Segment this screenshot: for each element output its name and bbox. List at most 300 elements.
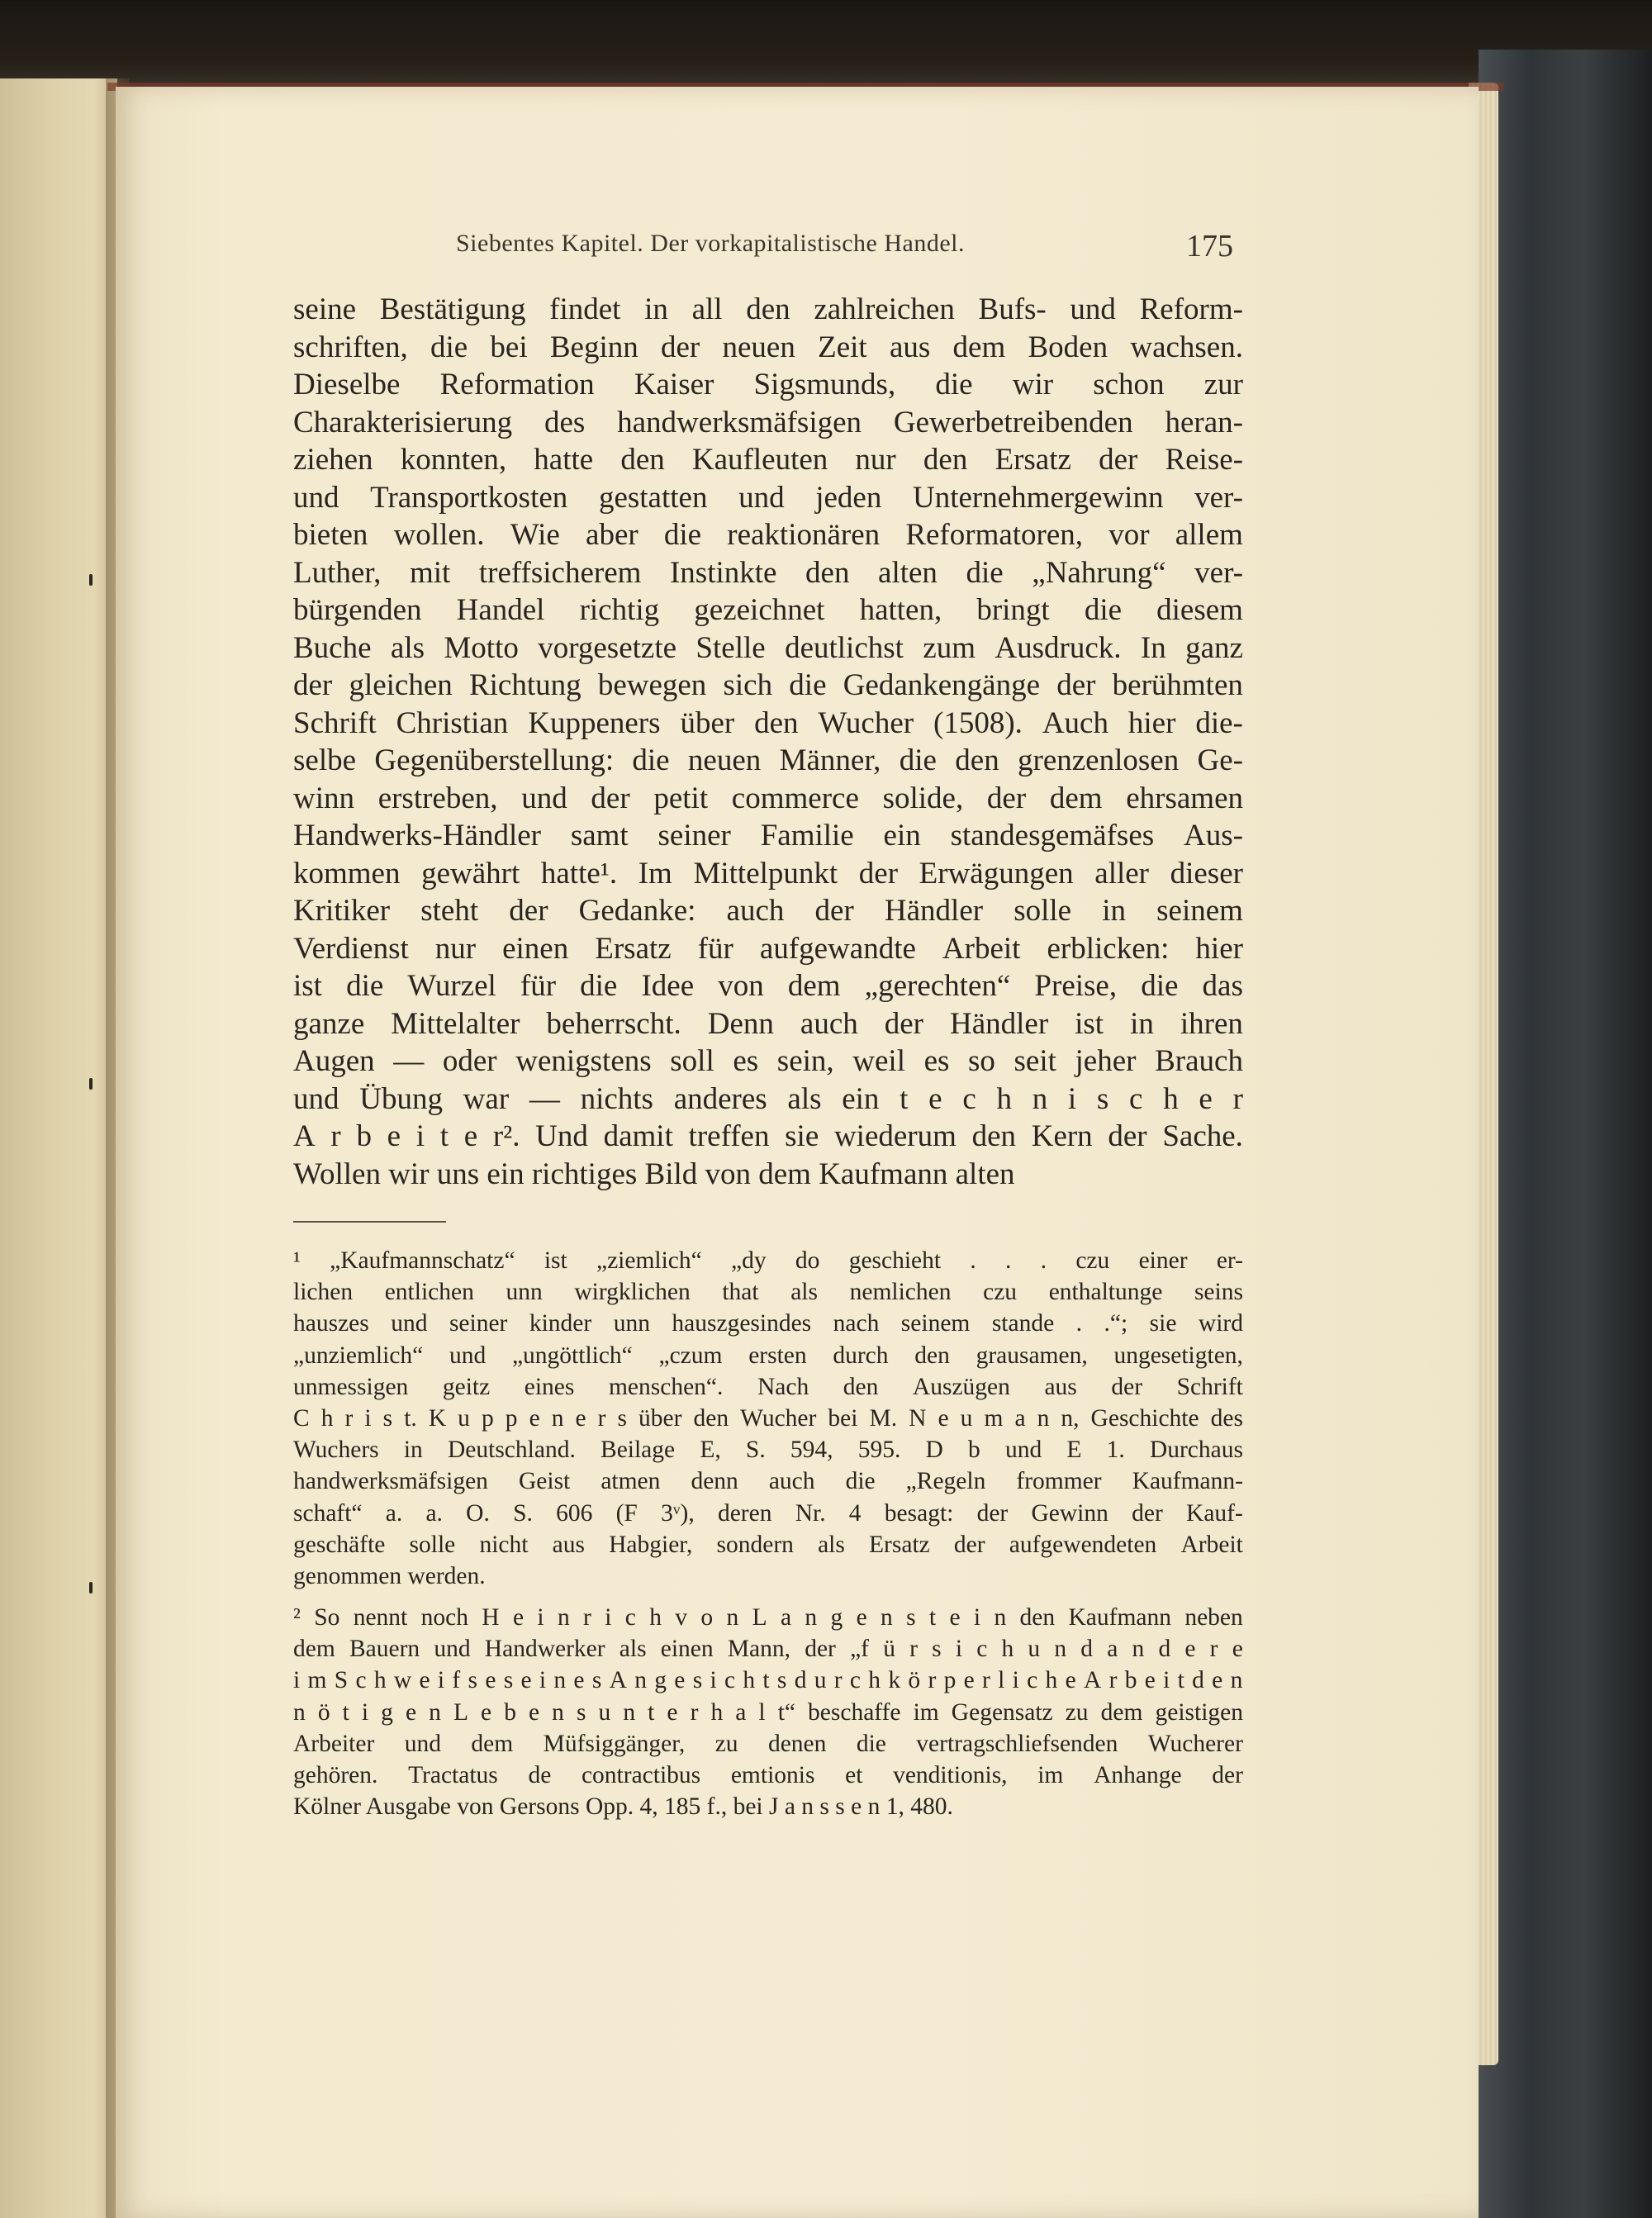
word: Auch — [1042, 705, 1108, 740]
word: „Regeln — [905, 1468, 986, 1495]
word: seiner — [449, 1310, 508, 1337]
word: die- — [1195, 705, 1243, 740]
word: aus — [552, 1531, 585, 1558]
page-number: 175 — [1186, 229, 1233, 264]
word: Denn — [707, 1006, 774, 1041]
word: der — [805, 1636, 836, 1663]
word: c — [624, 1604, 636, 1631]
word: es — [923, 1044, 950, 1078]
word: solide, — [882, 781, 964, 815]
word: im — [913, 1698, 939, 1726]
word: S. — [745, 1437, 766, 1464]
word: r — [928, 1667, 937, 1694]
word: Mittelalter — [391, 1006, 520, 1041]
word: „unziemlich“ — [293, 1342, 424, 1369]
footnote-line — [293, 1728, 1243, 1760]
word: aufgewandte — [759, 931, 916, 966]
word: i — [710, 1667, 717, 1694]
word: auch — [768, 1468, 815, 1495]
word: den — [754, 705, 799, 740]
word: Gedankengänge — [843, 668, 1041, 702]
word: Preise, — [1034, 969, 1118, 1003]
word: et — [845, 1762, 863, 1788]
word: in — [403, 1437, 423, 1464]
word: bewegen — [597, 668, 707, 702]
word: der — [661, 330, 700, 364]
word: wollen. — [393, 518, 485, 552]
word: reaktionären — [727, 518, 881, 552]
word: in — [1102, 894, 1126, 928]
word: In — [1140, 630, 1166, 665]
word: sondern — [716, 1531, 794, 1558]
word: ganz — [1185, 630, 1243, 665]
word: die — [430, 330, 468, 364]
word: A — [609, 1667, 627, 1694]
word: wir — [1012, 368, 1054, 401]
body-line — [293, 742, 1243, 780]
word: (F — [615, 1499, 638, 1527]
word: lichen — [293, 1279, 354, 1306]
word: nur — [434, 931, 477, 966]
word: h — [996, 1081, 1012, 1116]
word: Männer, — [779, 743, 881, 777]
word: Nr. — [795, 1499, 826, 1527]
word: h — [1045, 1667, 1058, 1694]
word: t. — [404, 1404, 417, 1432]
word: nur — [855, 443, 896, 477]
word: c — [355, 1667, 367, 1694]
word: dem — [293, 1636, 335, 1663]
word: ö — [317, 1698, 330, 1726]
word: nicht — [479, 1531, 529, 1558]
word: die — [899, 743, 937, 777]
word: handwerksmäfsigen — [293, 1468, 488, 1495]
word: . — [1005, 1247, 1012, 1274]
word: schriften, — [293, 330, 408, 364]
word: nemlichen — [849, 1279, 952, 1306]
word: i — [361, 1698, 369, 1726]
word: Anhange — [1094, 1762, 1182, 1788]
word: Ersatz — [595, 931, 672, 966]
word: r — [344, 1404, 354, 1432]
word: h — [710, 1698, 724, 1726]
word: Wucher — [818, 705, 914, 740]
word: h — [1163, 1081, 1179, 1116]
word: neben — [1184, 1604, 1243, 1631]
word: A — [1083, 1667, 1102, 1694]
word: b — [356, 1119, 372, 1153]
word: Bestätigung — [379, 292, 526, 326]
word: und — [404, 1730, 441, 1757]
word: O. — [466, 1499, 490, 1527]
word: Dieselbe — [293, 368, 401, 401]
word: nichts — [580, 1081, 653, 1116]
word: kommen — [293, 856, 401, 891]
word: des — [1210, 1404, 1243, 1432]
word: n — [293, 1698, 306, 1726]
word: ² — [293, 1604, 301, 1631]
word: als — [619, 1636, 647, 1663]
word: Arbeiter — [293, 1730, 375, 1757]
word: i — [1067, 1081, 1077, 1116]
word: Boden — [1028, 330, 1108, 364]
word: konnten, — [400, 443, 507, 477]
word: 4 — [848, 1499, 862, 1527]
word: h — [743, 1667, 756, 1694]
word: Verdienst — [293, 931, 409, 966]
word: t — [648, 1698, 655, 1726]
word: als — [390, 630, 425, 665]
word: bringt — [976, 593, 1050, 627]
word: .“; — [1104, 1310, 1128, 1337]
word: e — [1184, 1636, 1196, 1663]
word: gewährt — [421, 856, 520, 891]
word: n — [881, 1604, 893, 1631]
word: h — [649, 1604, 662, 1631]
body-line — [293, 780, 1243, 818]
word: hatte — [534, 443, 594, 477]
word: e — [1232, 1636, 1243, 1663]
word: czu — [983, 1279, 1018, 1306]
word: S. — [513, 1499, 533, 1527]
word: Kritiker — [293, 894, 391, 928]
word: dem — [471, 1730, 514, 1757]
word: r — [1209, 1636, 1218, 1663]
word: allem — [1175, 518, 1243, 552]
word: i — [293, 1667, 301, 1694]
word: Erwägungen — [919, 856, 1074, 891]
word: Müfsiggänger, — [543, 1730, 686, 1757]
word: i — [955, 1636, 963, 1663]
word: e — [963, 1667, 975, 1694]
word: czu — [1075, 1247, 1110, 1274]
word: e — [512, 1604, 525, 1631]
word: und — [738, 480, 785, 515]
word: samt — [570, 819, 629, 853]
word: und — [293, 480, 339, 515]
word: s — [776, 1667, 787, 1694]
word: aber — [586, 518, 638, 552]
word: e — [674, 1667, 686, 1694]
word: Gewinn — [1031, 1499, 1108, 1527]
word: e — [520, 1667, 532, 1694]
word: ihren — [1180, 1006, 1243, 1041]
word: e — [419, 1667, 430, 1694]
margin-mark — [89, 1078, 93, 1090]
word: neuen — [722, 330, 795, 364]
word: wirgklichen — [574, 1279, 691, 1306]
word: die — [1084, 593, 1123, 627]
word: i — [415, 1119, 425, 1153]
word: selbe — [293, 743, 357, 777]
word: u — [458, 1404, 470, 1432]
word: aus — [889, 330, 931, 364]
word: als — [787, 1081, 822, 1116]
word: Bufs- — [978, 292, 1047, 326]
word: Instinkte — [669, 555, 777, 590]
footnote-line — [293, 1276, 1243, 1308]
word: s — [906, 1604, 916, 1631]
word: C — [293, 1404, 310, 1432]
word: r — [909, 1636, 918, 1663]
footnote-line — [293, 1760, 1243, 1791]
word: aller — [1094, 856, 1149, 891]
word: die — [966, 555, 1004, 590]
word: und — [449, 1342, 487, 1369]
word: anderes — [673, 1081, 767, 1116]
word: commerce — [731, 781, 859, 815]
word: der — [884, 1006, 923, 1041]
word: hauszes — [293, 1310, 369, 1337]
word: ¹ — [293, 1247, 301, 1274]
body-line — [293, 1118, 1243, 1156]
word: Handwerks-Händler — [293, 819, 541, 853]
word: weil — [852, 1044, 905, 1078]
word: die — [845, 1468, 876, 1495]
body-text — [293, 291, 1243, 1193]
word: u — [1028, 1636, 1041, 1663]
word: p — [505, 1404, 518, 1432]
word: hauszgesindes — [672, 1310, 812, 1337]
word: bürgenden — [293, 593, 422, 627]
word: wachsen. — [1130, 330, 1243, 364]
word: s — [503, 1667, 514, 1694]
footnote-line — [293, 1340, 1243, 1371]
word: s — [932, 1636, 942, 1663]
word: Deutschland. — [447, 1437, 576, 1464]
word: emtionis — [730, 1762, 815, 1788]
body-line — [293, 479, 1243, 517]
footnotes — [293, 1245, 1243, 1822]
word: Kaufleuten — [691, 443, 828, 477]
word: „Nahrung“ — [1032, 555, 1166, 590]
word: Reformation — [439, 368, 595, 401]
word: standesgemäfses — [950, 819, 1155, 853]
word: e — [529, 1698, 540, 1726]
word: t — [928, 1604, 937, 1631]
word: Arbeit — [942, 931, 1021, 966]
word: k — [888, 1667, 901, 1694]
word: v — [675, 1604, 688, 1631]
body-line — [293, 329, 1243, 367]
word: den — [805, 555, 850, 590]
word: d — [1158, 1636, 1171, 1663]
word: Händler — [949, 1006, 1049, 1041]
footnote-line: genommen werden. — [293, 1562, 486, 1589]
word: die — [346, 969, 384, 1003]
word: ein — [842, 1081, 880, 1116]
word: n — [1132, 1636, 1145, 1663]
word: i — [364, 1404, 372, 1432]
word: Übung — [359, 1081, 443, 1116]
word: s — [382, 1404, 393, 1432]
word: n — [805, 1604, 818, 1631]
word: Gewerbetreibenden — [893, 405, 1133, 439]
word: den — [923, 443, 968, 477]
word: i — [1012, 1667, 1019, 1694]
body-line — [293, 591, 1243, 629]
body-line — [293, 817, 1243, 855]
word: ist — [293, 969, 322, 1003]
word: unmessigen — [293, 1373, 409, 1400]
footnote-line — [293, 1697, 1243, 1728]
word: Kaufmann — [1068, 1604, 1171, 1631]
word: h — [373, 1667, 387, 1694]
word: seiner — [657, 819, 731, 853]
word: Kaiser — [634, 368, 714, 401]
word: petit — [653, 781, 709, 815]
word: s — [1096, 1081, 1109, 1116]
word: berühmten — [1112, 668, 1243, 702]
word: Motto — [444, 630, 519, 665]
word: t — [439, 1119, 449, 1153]
word: e — [463, 1119, 478, 1153]
word: f — [452, 1667, 461, 1694]
word: die — [789, 668, 827, 702]
word: i — [973, 1604, 981, 1631]
word: Beilage — [601, 1437, 676, 1464]
word: vorgesetzte — [538, 630, 677, 665]
word: in — [1130, 1006, 1154, 1041]
word: e — [387, 1119, 401, 1153]
word: Gegensatz — [951, 1698, 1053, 1726]
word: als — [818, 1531, 845, 1558]
word: der — [591, 781, 630, 815]
body-line — [293, 930, 1243, 968]
word: erblicken: — [1047, 931, 1170, 966]
word: zur — [1203, 368, 1243, 401]
word: s — [591, 1667, 602, 1694]
word: treffsicherem — [478, 555, 642, 590]
word: A — [293, 1119, 316, 1153]
word: der — [858, 856, 899, 891]
word: den — [693, 1404, 729, 1432]
word: r — [690, 1698, 699, 1726]
footnote-line — [293, 1498, 1243, 1529]
word: in — [644, 292, 668, 326]
word: a — [1014, 1404, 1026, 1432]
word: neuen — [687, 743, 762, 777]
word: auch — [800, 1006, 858, 1041]
word: menschen“. — [608, 1373, 724, 1400]
margin-mark — [89, 574, 93, 586]
word: Brauch — [1155, 1044, 1243, 1078]
left-page — [0, 78, 117, 2218]
word: c — [962, 1081, 976, 1116]
margin-mark — [89, 1582, 93, 1593]
word: dem — [952, 330, 1006, 364]
word: r — [982, 1667, 990, 1694]
word: ver- — [1194, 480, 1243, 515]
body-line — [293, 1043, 1243, 1081]
word: oder — [442, 1044, 497, 1078]
word: p — [943, 1667, 957, 1694]
word: Sigsmunds, — [753, 368, 896, 401]
word: H — [482, 1604, 500, 1631]
word: noch — [420, 1604, 468, 1631]
running-head: Siebentes Kapitel. Der vorkapitalistische Handel. — [456, 230, 965, 257]
word: e — [485, 1667, 496, 1694]
word: n — [553, 1667, 567, 1694]
word: g — [654, 1667, 667, 1694]
word: n — [429, 1698, 441, 1726]
body-line — [293, 1005, 1243, 1043]
word: schaft“ — [293, 1499, 363, 1527]
body-line — [293, 1081, 1243, 1118]
word: hier — [1127, 705, 1176, 740]
word: soll — [670, 1044, 714, 1078]
word: Familie — [760, 819, 854, 853]
body-line — [293, 291, 1243, 329]
word: schon — [1093, 368, 1165, 401]
word: nach — [833, 1310, 880, 1337]
body-line — [293, 516, 1243, 554]
book-cover-edge — [1479, 50, 1652, 2218]
word: sie — [785, 1119, 819, 1153]
word: richtig — [579, 593, 660, 627]
word: c — [1027, 1667, 1038, 1694]
word: Reise- — [1165, 443, 1243, 477]
word: grenzenlosen — [1018, 743, 1180, 777]
word: grausamen, — [976, 1342, 1088, 1369]
word: „czum — [658, 1342, 723, 1369]
word: h — [320, 1404, 334, 1432]
word: . — [970, 1247, 976, 1274]
word: deren — [717, 1499, 772, 1527]
body-line — [293, 705, 1243, 743]
word: l — [758, 1698, 766, 1726]
word: seine — [293, 292, 357, 326]
word: a. — [385, 1499, 403, 1527]
word: solle — [409, 1531, 456, 1558]
word: Und — [535, 1119, 588, 1153]
word: p — [481, 1404, 494, 1432]
word: bieten — [293, 518, 368, 552]
word: und — [293, 1081, 339, 1116]
word: dem — [787, 969, 841, 1003]
word: 606 — [556, 1499, 593, 1527]
word: Schrift — [293, 705, 377, 740]
word: besagt: — [884, 1499, 954, 1527]
word: e — [481, 1698, 492, 1726]
word: dem — [1049, 781, 1103, 815]
word: M. — [869, 1404, 898, 1432]
word: dem — [1100, 1698, 1143, 1726]
word: Geist — [518, 1468, 571, 1495]
word: L — [453, 1698, 468, 1726]
word: denen — [767, 1730, 827, 1757]
footnote-line — [293, 1529, 1243, 1560]
word: n — [557, 1604, 570, 1631]
word: u — [960, 1404, 973, 1432]
word: gestatten — [598, 480, 708, 515]
word: that — [722, 1279, 759, 1306]
word: hier — [1195, 931, 1243, 966]
word: unn — [613, 1310, 650, 1337]
word: Reform- — [1139, 292, 1243, 326]
footnote-gap — [293, 1592, 1243, 1602]
word: n — [623, 1698, 636, 1726]
word: e — [1212, 1667, 1223, 1694]
word: des — [544, 405, 586, 439]
word: dieser — [1170, 856, 1243, 891]
word: e — [529, 1404, 540, 1432]
word: h — [868, 1667, 881, 1694]
word: i — [437, 1667, 445, 1694]
word: Wucherer — [1147, 1730, 1243, 1757]
word: „ungöttlich“ — [511, 1342, 633, 1369]
word: ist — [1075, 1006, 1104, 1041]
